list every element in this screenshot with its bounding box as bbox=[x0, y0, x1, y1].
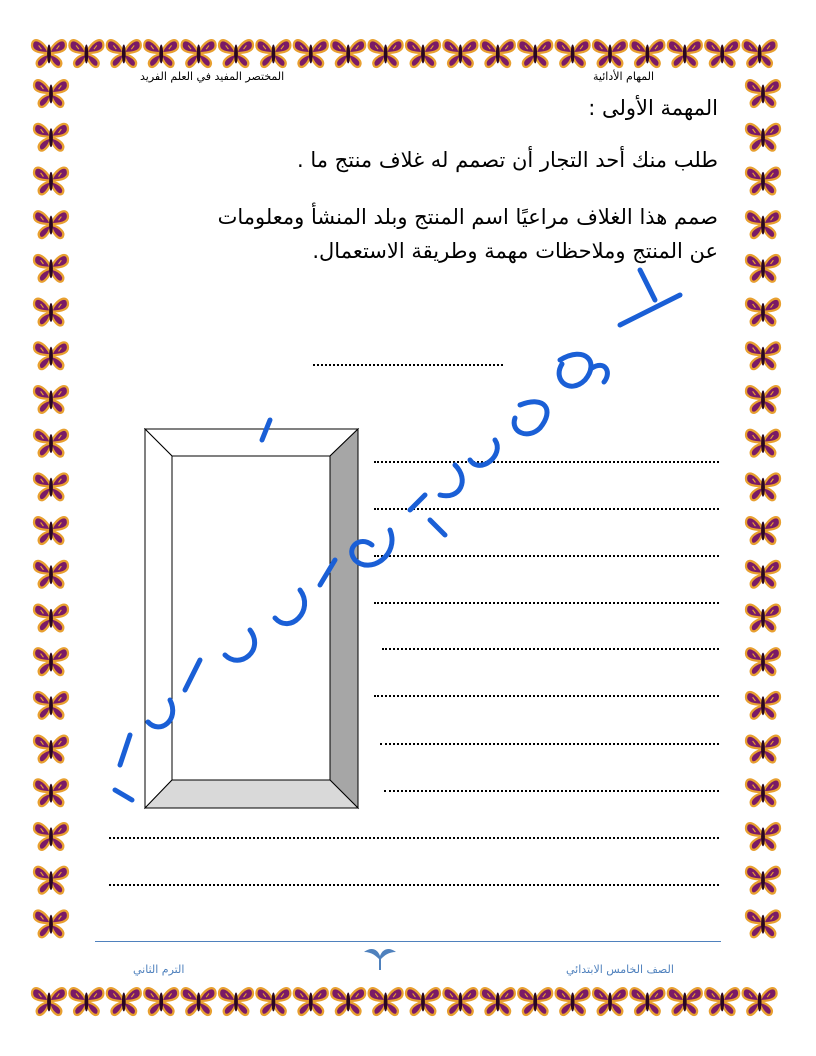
butterfly-icon bbox=[34, 342, 68, 369]
answer-line[interactable] bbox=[374, 505, 719, 510]
butterfly-icon bbox=[219, 40, 253, 67]
butterfly-icon bbox=[34, 168, 68, 195]
answer-line[interactable] bbox=[109, 881, 719, 886]
butterfly-icon bbox=[746, 517, 780, 544]
task-paragraph-line-2: عن المنتج وملاحظات مهمة وطريقة الاستعمال. bbox=[312, 239, 718, 263]
butterfly-icon bbox=[518, 988, 552, 1015]
butterfly-icon bbox=[518, 40, 552, 67]
gull-logo-icon bbox=[362, 944, 398, 972]
answer-line[interactable] bbox=[374, 599, 719, 604]
butterfly-icon bbox=[34, 605, 68, 632]
butterfly-icon bbox=[294, 40, 328, 67]
answer-line[interactable] bbox=[374, 692, 719, 697]
butterfly-icon bbox=[481, 40, 515, 67]
butterfly-icon bbox=[34, 692, 68, 719]
butterfly-icon bbox=[294, 988, 328, 1015]
butterfly-icon bbox=[443, 40, 477, 67]
butterfly-icon bbox=[256, 988, 290, 1015]
butterfly-icon bbox=[34, 80, 68, 107]
butterfly-icon bbox=[746, 124, 780, 151]
butterfly-icon bbox=[406, 988, 440, 1015]
butterfly-icon bbox=[406, 40, 440, 67]
butterfly-icon bbox=[32, 40, 66, 67]
header-right-text: المهام الأدائية bbox=[593, 70, 655, 83]
butterfly-icon bbox=[746, 299, 780, 326]
butterfly-icon bbox=[746, 823, 780, 850]
task-paragraph-line-1: صمم هذا الغلاف مراعيًا اسم المنتج وبلد المنشأ ومعلومات bbox=[217, 205, 718, 229]
butterfly-icon bbox=[34, 736, 68, 763]
butterfly-icon bbox=[69, 988, 103, 1015]
butterfly-icon bbox=[32, 988, 66, 1015]
butterfly-icon bbox=[746, 473, 780, 500]
butterfly-icon bbox=[668, 988, 702, 1015]
task-instruction: طلب منك أحد التجار أن تصمم له غلاف منتج ما . bbox=[297, 148, 718, 172]
footer-right-text: الصف الخامس الابتدائي bbox=[566, 963, 674, 976]
butterfly-icon bbox=[746, 386, 780, 413]
butterfly-icon bbox=[443, 988, 477, 1015]
butterfly-icon bbox=[256, 40, 290, 67]
butterfly-icon bbox=[34, 910, 68, 937]
butterfly-icon bbox=[746, 430, 780, 457]
butterfly-icon bbox=[746, 779, 780, 806]
task-title: المهمة الأولى : bbox=[588, 96, 718, 120]
butterfly-icon bbox=[746, 80, 780, 107]
answer-line[interactable] bbox=[374, 458, 719, 463]
butterfly-icon bbox=[746, 605, 780, 632]
butterfly-icon bbox=[593, 988, 627, 1015]
butterfly-icon bbox=[705, 988, 739, 1015]
butterfly-icon bbox=[630, 988, 664, 1015]
butterfly-icon bbox=[369, 40, 403, 67]
butterfly-icon bbox=[34, 867, 68, 894]
butterfly-icon bbox=[34, 823, 68, 850]
butterfly-icon bbox=[746, 211, 780, 238]
footer-divider bbox=[95, 941, 721, 942]
butterfly-icon bbox=[34, 386, 68, 413]
butterfly-icon bbox=[331, 40, 365, 67]
butterfly-icon bbox=[743, 40, 777, 67]
butterfly-icon bbox=[331, 988, 365, 1015]
butterfly-icon bbox=[34, 255, 68, 282]
butterfly-icon bbox=[144, 40, 178, 67]
butterfly-icon bbox=[746, 342, 780, 369]
butterfly-icon bbox=[556, 988, 590, 1015]
butterfly-icon bbox=[219, 988, 253, 1015]
answer-line[interactable] bbox=[380, 740, 719, 745]
butterfly-icon bbox=[746, 561, 780, 588]
butterfly-icon bbox=[34, 561, 68, 588]
butterfly-icon bbox=[705, 40, 739, 67]
butterfly-icon bbox=[668, 40, 702, 67]
cover-drawing-box[interactable] bbox=[144, 428, 360, 810]
butterfly-icon bbox=[107, 988, 141, 1015]
butterfly-icon bbox=[69, 40, 103, 67]
butterfly-icon bbox=[144, 988, 178, 1015]
butterfly-icon bbox=[743, 988, 777, 1015]
butterfly-icon bbox=[556, 40, 590, 67]
butterfly-icon bbox=[746, 692, 780, 719]
header-left-text: المختصر المفيد في العلم الفريد bbox=[140, 70, 285, 83]
butterfly-icon bbox=[746, 867, 780, 894]
butterfly-icon bbox=[34, 299, 68, 326]
product-name-blank[interactable] bbox=[313, 361, 503, 366]
butterfly-icon bbox=[34, 473, 68, 500]
butterfly-icon bbox=[593, 40, 627, 67]
butterfly-icon bbox=[34, 517, 68, 544]
butterfly-icon bbox=[746, 648, 780, 675]
butterfly-icon bbox=[630, 40, 664, 67]
butterfly-icon bbox=[34, 211, 68, 238]
butterfly-icon bbox=[746, 910, 780, 937]
butterfly-icon bbox=[481, 988, 515, 1015]
butterfly-icon bbox=[34, 648, 68, 675]
footer-left-text: الترم الثاني bbox=[133, 963, 185, 976]
butterfly-icon bbox=[34, 430, 68, 457]
answer-line[interactable] bbox=[374, 552, 719, 557]
butterfly-icon bbox=[107, 40, 141, 67]
butterfly-icon bbox=[182, 40, 216, 67]
butterfly-icon bbox=[34, 779, 68, 806]
answer-line[interactable] bbox=[109, 834, 719, 839]
butterfly-icon bbox=[746, 736, 780, 763]
butterfly-icon bbox=[34, 124, 68, 151]
answer-line[interactable] bbox=[382, 645, 719, 650]
task-paragraph bbox=[118, 200, 718, 268]
answer-line[interactable] bbox=[384, 787, 719, 792]
butterfly-icon bbox=[746, 168, 780, 195]
butterfly-icon bbox=[369, 988, 403, 1015]
butterfly-icon bbox=[182, 988, 216, 1015]
butterfly-icon bbox=[746, 255, 780, 282]
